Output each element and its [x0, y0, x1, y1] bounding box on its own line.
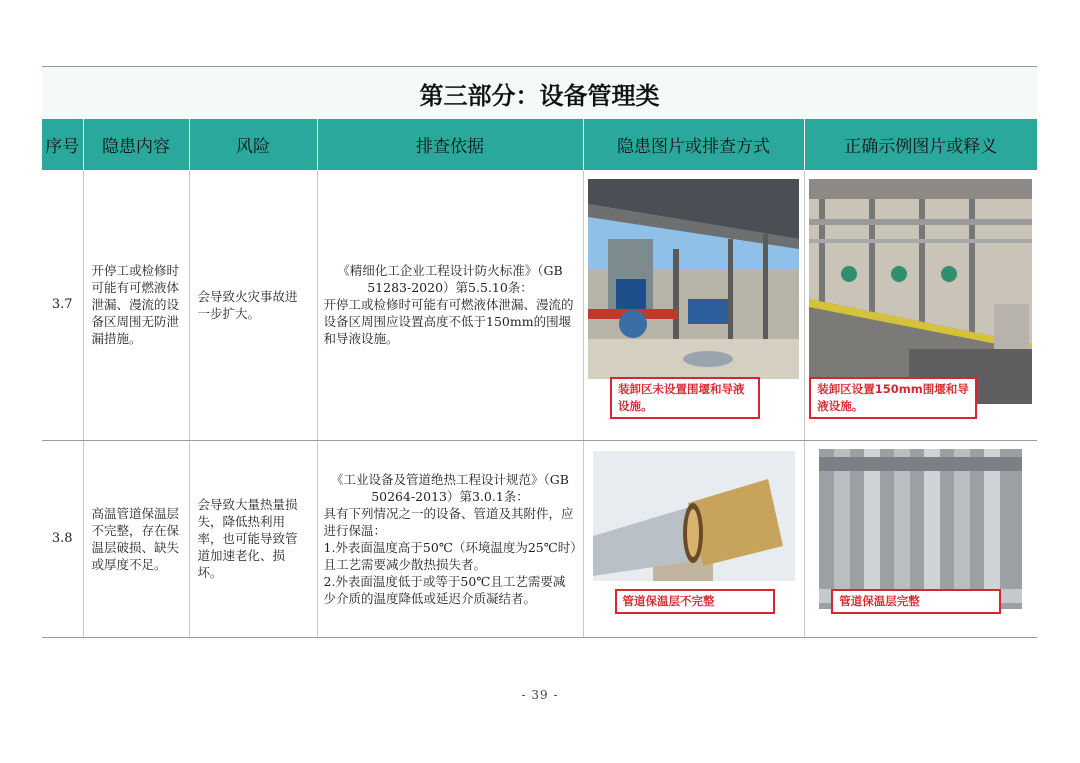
correct-callout: 装卸区设置150mm围堰和导液设施。: [809, 377, 977, 419]
risk-text: 会导致大量热量损失，降低热利用率，也可能导致管道加速老化、损坏。: [197, 497, 298, 580]
hazard-content-text: 高温管道保温层不完整，存在保温层破损、缺失或厚度不足。: [91, 505, 180, 572]
table-row: [42, 170, 1037, 440]
basis-cell: [317, 170, 583, 440]
header-correct-example: 正确示例图片或释义: [804, 119, 1037, 170]
hazard-callout: 装卸区未设置围堰和导液设施。: [610, 377, 760, 419]
page-number: - 39 -: [521, 688, 559, 702]
basis-body: 具有下列情况之一的设备、管道及其附件，应进行保温： 1.外表面温度高于50℃（环境温度为25℃时）且工艺需要减少散热损失者。 2.外表面温度低于或等于50℃且工艺需要减少介质的温度降低或延迟介质凝结者。: [323, 505, 577, 606]
hazard-content-cell: [83, 170, 189, 440]
risk-cell: [189, 170, 317, 440]
correct-callout: 管道保温层完整: [831, 589, 1001, 614]
basis-title: 《工业设备及管道绝热工程设计规范》（GB 50264-2013）第3.0.1条：: [331, 471, 569, 504]
hazard-callout: 管道保温层不完整: [615, 589, 775, 614]
risk-cell: [189, 440, 317, 637]
row-number: 3.8: [42, 440, 83, 637]
header-risk: 风险: [189, 119, 317, 170]
damaged-insulation-pipe-photo-icon: [593, 451, 795, 626]
basis-body: 开停工或检修时可能有可燃液体泄漏、漫流的设备区周围应设置高度不低于150mm的围堰和导液设施。: [323, 297, 574, 347]
correct-example-cell: [804, 440, 1037, 637]
hazard-image-cell: [583, 440, 804, 637]
correct-example-cell: [804, 170, 1037, 440]
header-hazard-image: 隐患图片或排查方式: [583, 119, 804, 170]
hazard-table: [42, 119, 1037, 638]
hazard-image-cell: [583, 170, 804, 440]
basis-title: 《精细化工企业工程设计防火标准》（GB 51283-2020）第5.5.10条：: [337, 263, 563, 296]
table-row: [42, 440, 1037, 637]
header-no: 序号: [42, 119, 83, 170]
hazard-content-text: 开停工或检修时可能有可燃液体泄漏、漫流的设备区周围无防泄漏措施。: [91, 263, 180, 347]
basis-cell: [317, 440, 583, 637]
row-number: 3.7: [42, 170, 83, 440]
header-content: 隐患内容: [83, 119, 189, 170]
risk-text: 会导致火灾事故进一步扩大。: [197, 288, 298, 321]
section-title: 第三部分：设备管理类: [42, 67, 1037, 119]
bunded-pump-area-photo-icon: [809, 179, 1032, 431]
table-header-row: [42, 119, 1037, 170]
loading-area-photo-icon: [588, 179, 799, 431]
hazard-content-cell: [83, 440, 189, 637]
insulated-pipes-photo-icon: [819, 449, 1022, 629]
header-basis: 排查依据: [317, 119, 583, 170]
